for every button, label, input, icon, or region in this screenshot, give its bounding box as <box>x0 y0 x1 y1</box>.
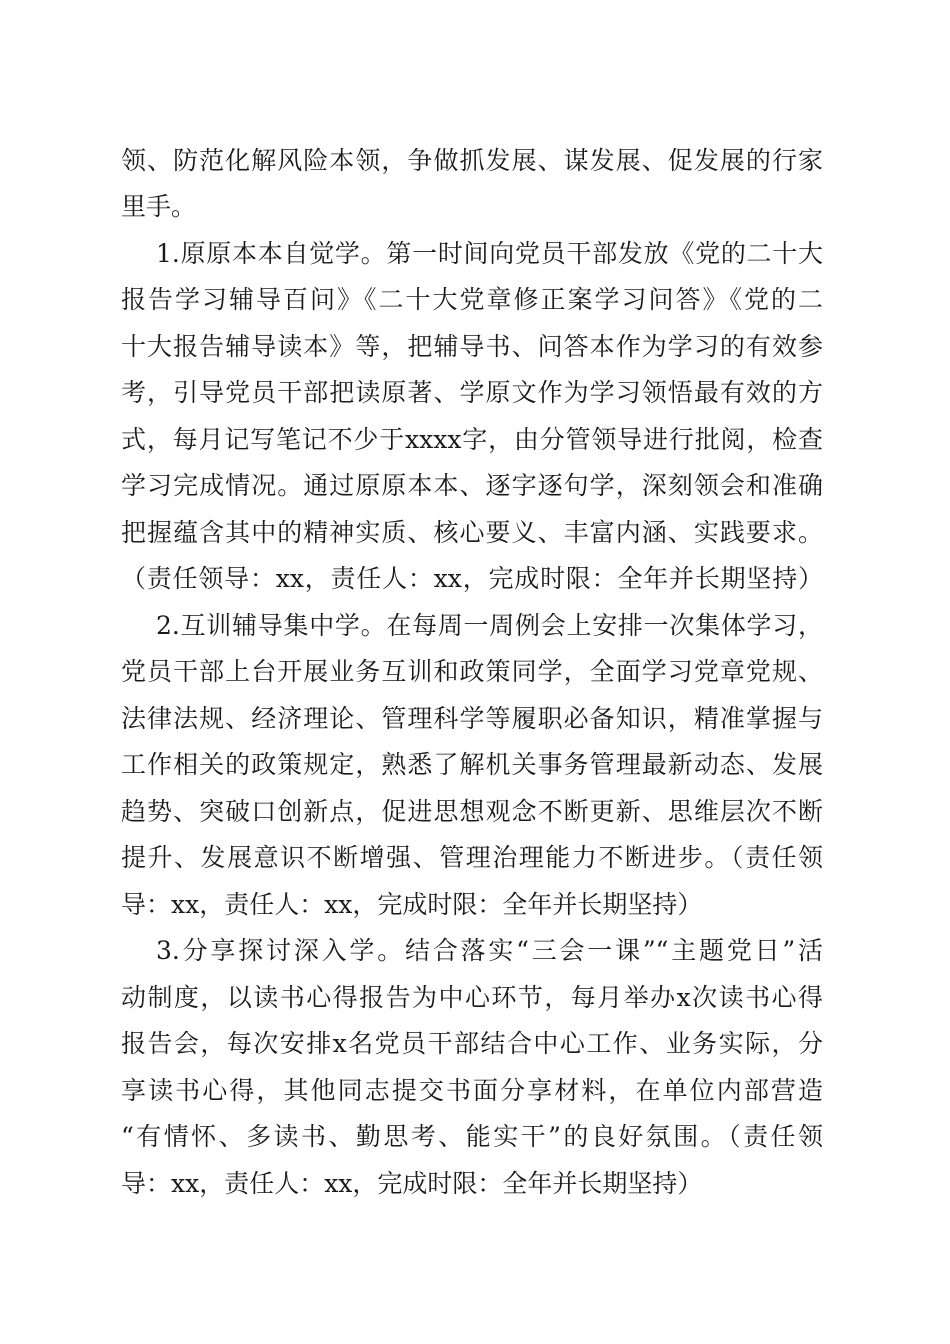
text-line: 十大报告辅导读本》等，把辅导书、问答本作为学习的有效参 <box>121 332 823 361</box>
text-line: 报告学习辅导百问》《二十大党章修正案学习问答》《党的二 <box>121 285 823 314</box>
text-line: 里手。 <box>121 192 197 221</box>
paragraph-3-heading-line: 3.分享探讨深入学。结合落实“三会一课”“主题党日”活 <box>156 936 823 965</box>
text-line: （责任领导：xx，责任人：xx，完成时限：全年并长期坚持） <box>121 564 823 593</box>
text-line: 领、防范化解风险本领，争做抓发展、谋发展、促发展的行家 <box>121 146 823 175</box>
text-line: 法律法规、经济理论、管理科学等履职必备知识，精准掌握与 <box>121 704 823 733</box>
text-line: 趋势、突破口创新点，促进思想观念不断更新、思维层次不断 <box>121 797 823 826</box>
text-line: 导：xx，责任人：xx，完成时限：全年并长期坚持） <box>121 890 703 919</box>
text-line: 把握蕴含其中的精神实质、核心要义、丰富内涵、实践要求。 <box>121 518 823 547</box>
text-line: 享读书心得，其他同志提交书面分享材料，在单位内部营造 <box>121 1076 823 1105</box>
text-line: 动制度，以读书心得报告为中心环节，每月举办x次读书心得 <box>121 983 823 1012</box>
text-line: 工作相关的政策规定，熟悉了解机关事务管理最新动态、发展 <box>121 750 823 779</box>
text-line: 考，引导党员干部把读原著、学原文作为学习领悟最有效的方 <box>121 378 823 407</box>
paragraph-1-heading-line: 1.原原本本自觉学。第一时间向党员干部发放《党的二十大 <box>156 239 823 268</box>
text-line: 导：xx，责任人：xx，完成时限：全年并长期坚持） <box>121 1169 703 1198</box>
text-line: 党员干部上台开展业务互训和政策同学，全面学习党章党规、 <box>121 657 823 686</box>
text-line: 报告会，每次安排x名党员干部结合中心工作、业务实际，分 <box>121 1029 823 1058</box>
text-line: 学习完成情况。通过原原本本、逐字逐句学，深刻领会和准确 <box>121 471 823 500</box>
text-line: 提升、发展意识不断增强、管理治理能力不断进步。（责任领 <box>121 843 823 872</box>
text-line: “有情怀、多读书、勤思考、能实干”的良好氛围。（责任领 <box>121 1122 823 1151</box>
paragraph-2-heading-line: 2.互训辅导集中学。在每周一周例会上安排一次集体学习， <box>156 611 823 640</box>
text-line: 式，每月记写笔记不少于xxxx字，由分管领导进行批阅，检查 <box>121 425 823 454</box>
